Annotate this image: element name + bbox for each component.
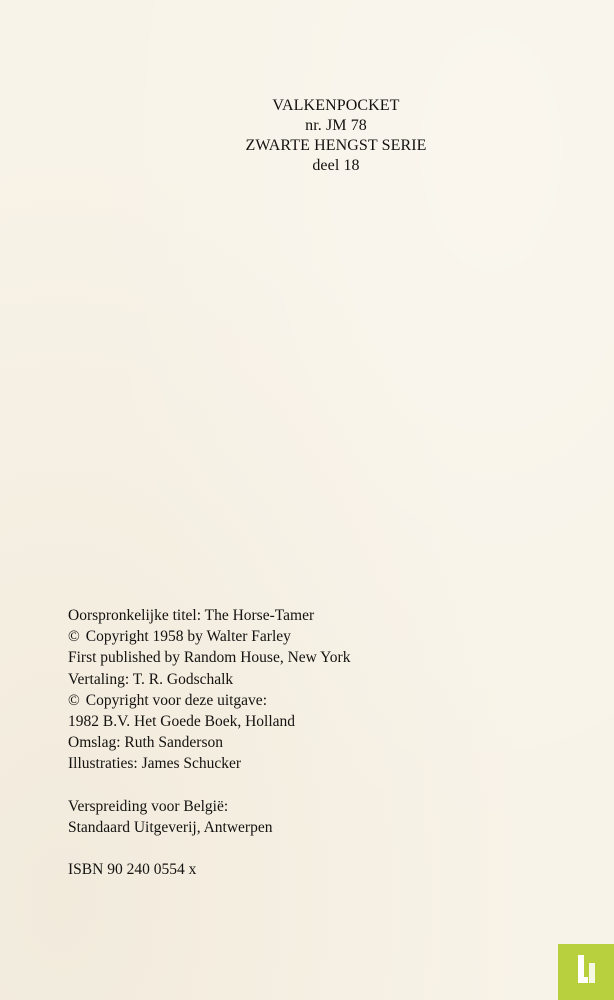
series-title: ZWARTE HENGST SERIE [245, 137, 427, 154]
series-info [200, 96, 472, 176]
publisher-name: VALKENPOCKET [272, 97, 400, 114]
translation-credit: Vertaling: T. R. Godschalk [68, 670, 234, 688]
imprint-info [68, 605, 468, 880]
copyright-original-line [68, 626, 468, 647]
illustrations-credit: Illustraties: James Schucker [68, 755, 242, 773]
copyright-edition: Copyright voor deze uitgave: [85, 691, 267, 709]
bookshop-logo-icon [558, 944, 614, 1000]
isbn: ISBN 90 240 0554 x [68, 861, 197, 879]
edition-publisher: 1982 B.V. Het Goede Boek, Holland [68, 713, 296, 731]
copyright-edition-line [68, 690, 468, 711]
original-title: Oorspronkelijke titel: The Horse-Tamer [68, 607, 315, 624]
cover-credit: Omslag: Ruth Sanderson [68, 734, 223, 752]
first-published: First published by Random House, New York [68, 649, 351, 667]
volume-number: deel 18 [312, 157, 360, 174]
copyright-symbol: © [68, 628, 80, 646]
distributor-name: Standaard Uitgeverij, Antwerpen [68, 818, 273, 836]
distribution-label: Verspreiding voor België: [68, 797, 229, 815]
copyright-original: Copyright 1958 by Walter Farley [85, 628, 291, 646]
copyright-symbol: © [68, 691, 80, 709]
series-number: nr. JM 78 [305, 117, 367, 134]
